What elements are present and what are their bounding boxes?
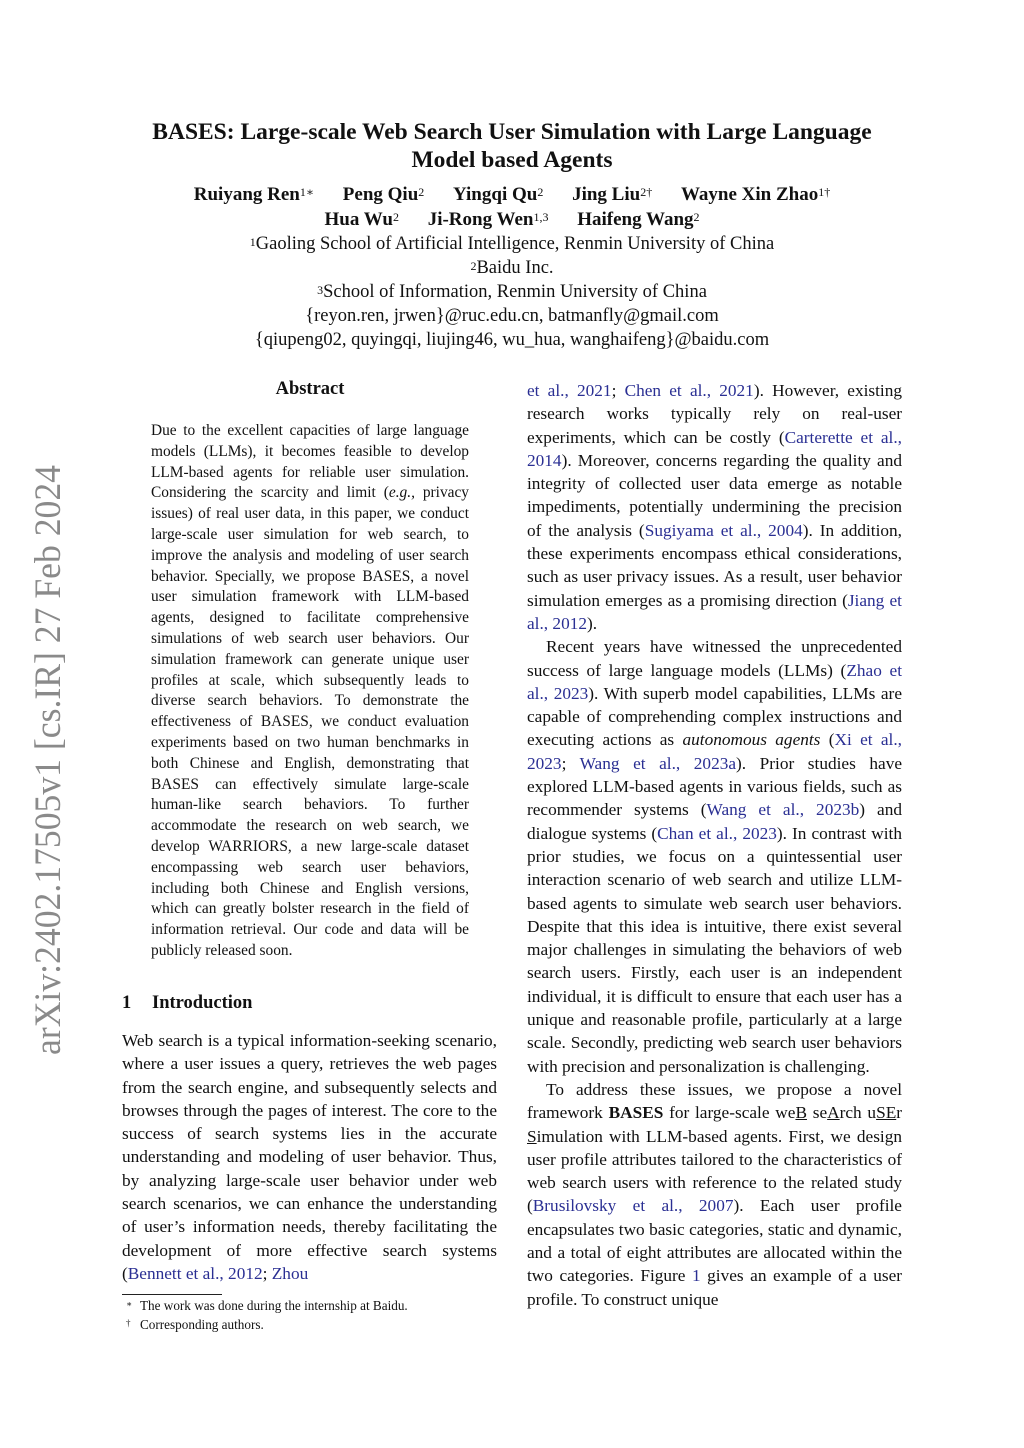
footnote-2: † Corresponding authors. — [126, 1317, 264, 1332]
citation-link[interactable]: Chan et al., 2023 — [657, 823, 777, 843]
paragraph: Recent years have witnessed the unprecedented success of large language models (LLMs) (Zhao et al., 2023). With superb model capabilities, LLMs are capable of comprehending complex instructions and executing actions as autonomous agents (Xi et al., 2023; Wang et al., 2023a). Prior studies have explored LLM-based agents in various fields, such as recommender systems (Wang et al., 2023b) and dialogue systems (Chan et al., 2023). In contrast with prior studies, we focus on a quintessential user interaction scenario of web search and utilize LLM-based agents to simulate web search user behaviors. Despite that this idea is intuitive, there exist several major challenges in simulating the behaviors of web search users. Firstly, each user is an independent individual, it is difficult to ensure that each user has a unique and reasonable profile, particularly at a large scale. Secondly, predicting web search user behaviors with precision and personalization is challenging. — [527, 637, 903, 1076]
paragraph: To address these issues, we propose a novel framework BASES for large-scale weB seArch uSEr Simulation with LLM-based agents. First, we design user profile attributes tailored to the characteristics of web search users with reference to the related study (Brusilovsky et al., 2007). Each user profile encapsulates two basic categories, static and dynamic, and a total of eight attributes are allocated within the two categories. Figure 1 gives an example of a user profile. To construct unique — [527, 1079, 903, 1309]
arxiv-identifier — [16, 450, 74, 1060]
left-column-text: Web search is a typical information-seeking scenario, where a user issues a query, retrieves the web pages from the search engine, and subsequently selects and browses through the pages of interest. The core to the success of search systems lies in the accurate understanding and modeling of user behavior. Thus, by analyzing large-scale user behavior under web search scenarios, we can enhance the understanding of user’s information needs, thereby facilitating the development of more effective search systems (Bennett et al., 2012; Zhou — [122, 1031, 497, 1283]
citation-link[interactable]: et al., 2021 — [527, 381, 612, 400]
citation-link[interactable]: Jiang et al., 2012 — [527, 590, 902, 633]
citation-link[interactable]: Wang et al., 2023b — [706, 800, 860, 820]
email-line-1: {reyon.ren, jrwen}@ruc.edu.cn, batmanfly@gmail.com — [305, 306, 719, 326]
citation-link[interactable]: Chen et al., 2021 — [624, 381, 754, 400]
paragraph: et al., 2021; Chen et al., 2021). However, existing research works typically rely on real-user experiments, which can be costly (Carterette et al., 2014). Moreover, concerns regarding the quality and integrity of collected user data emerge as notable impediments, potentially undermining the precision of the analysis (Sugiyama et al., 2004). In addition, these experiments encompass ethical considerations, such as user privacy issues. As a result, user behavior simulation emerges as a promising direction (Jiang et al., 2012). — [527, 381, 902, 633]
title-line-2: Model based Agents — [411, 147, 613, 173]
footnote-1: ∗ The work was done during the internship at Baidu. — [126, 1298, 408, 1313]
author-list — [100, 182, 924, 232]
section-heading-introduction: 1 Introduction — [122, 993, 253, 1013]
footnote-divider — [122, 1294, 222, 1295]
citation-link[interactable]: Xi et al., 2023 — [527, 730, 903, 773]
author: Hua Wu$^2$ — [324, 209, 399, 230]
citation-link[interactable]: Zhao et al., 2023 — [527, 660, 902, 703]
paper-title — [100, 118, 924, 174]
author: Wayne Xin Zhao$^{1\dagger}$ — [680, 184, 831, 205]
author: Haifeng Wang$^2$ — [577, 209, 700, 230]
affiliation-3: $^3$School of Information, Renmin University of China — [317, 282, 707, 302]
affiliation-1: $^1$Gaoling School of Artificial Intelligence, Renmin University of China — [249, 234, 775, 254]
email-line-2: {qiupeng02, quyingqi, liujing46, wu_hua, wanghaifeng}@baidu.com — [254, 330, 770, 350]
author: Ruiyang Ren$^{1∗}$ — [193, 184, 315, 205]
figure-reference-link[interactable]: 1 — [692, 1266, 701, 1286]
citation-link[interactable]: Bennett et al., 2012 — [127, 1263, 263, 1283]
citation-link[interactable]: Zhou — [271, 1263, 309, 1283]
author: Jing Liu$^{2\dagger}$ — [572, 184, 653, 205]
citation-link[interactable]: Brusilovsky et al., 2007 — [532, 1196, 734, 1216]
author-row-1 — [100, 182, 924, 207]
author: Yingqi Qu$^2$ — [453, 184, 544, 205]
citation-link[interactable]: Sugiyama et al., 2004 — [644, 520, 803, 540]
right-column-text — [527, 379, 902, 1311]
arxiv-identifier-text: arXiv:2402.17505v1 [cs.IR] 27 Feb 2024 — [27, 450, 68, 1055]
title-line-1: BASES: Large-scale Web Search User Simulation with Large Language — [152, 119, 872, 145]
citation-link[interactable]: Carterette et al., 2014 — [527, 427, 902, 470]
citation-link[interactable]: Wang et al., 2023a — [579, 753, 737, 773]
author: Peng Qiu$^2$ — [342, 184, 425, 205]
abstract-heading: Abstract — [275, 379, 345, 399]
author: Ji-Rong Wen$^{1,3}$ — [427, 209, 549, 230]
author-row-2 — [100, 207, 924, 232]
affiliation-2: $^2$Baidu Inc. — [470, 258, 554, 278]
abstract-body: Due to the excellent capacities of large language models (LLMs), it becomes feasible to develop LLM-based agents for reliable user simulation. Considering the scarcity and limit (e.g., privacy issues) of real user data, in this paper, we conduct large-scale user simulation for web search, to improve the analysis and modeling of user search behavior. Specially, we propose BASES, a novel user simulation framework with LLM-based agents, designed to facilitate comprehensive simulations of web search user behaviors. Our simulation framework can generate unique user profiles at scale, which subsequently leads to diverse search behaviors. To demonstrate the effectiveness of BASES, we conduct evaluation experiments based on two human benchmarks in both Chinese and English, demonstrating that BASES can effectively simulate large-scale human-like search behaviors. To further accommodate the research on web search, we develop WARRIORS, a new large-scale dataset encompassing web search user behaviors, including both Chinese and English versions, which can greatly bolster research in the field of information retrieval. Our code and data will be publicly released soon. — [151, 422, 469, 959]
